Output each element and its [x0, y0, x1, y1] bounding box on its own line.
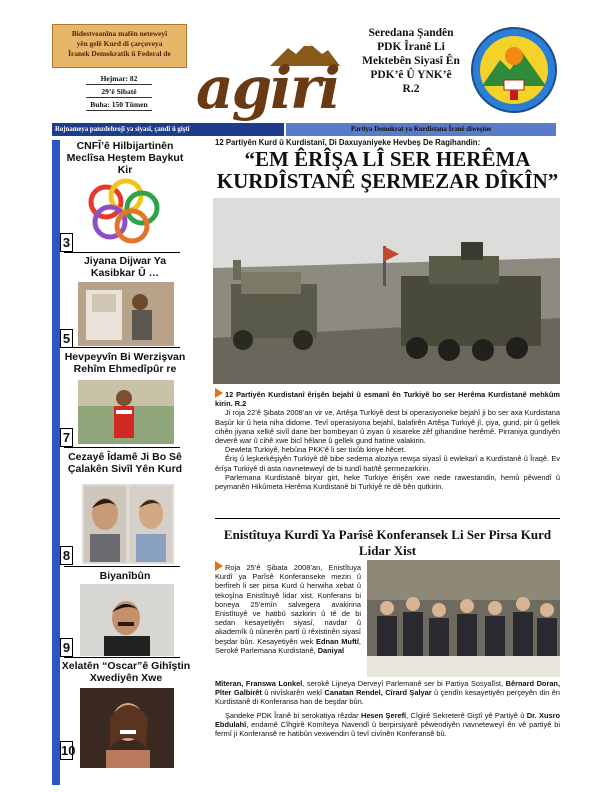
- article2-column: [215, 561, 361, 655]
- top-right-line: PDK Îranê Li: [377, 41, 445, 53]
- newspaper-logo: agiri: [196, 54, 339, 122]
- paragraph: Dewleta Turkiyê, hebûna PKK’ê li ser tixûb kiriye hêcet.: [225, 445, 406, 455]
- column-text: Roja 25’ê Şibata 2008’an, Enistîtuya Kurdî ya Parîsê Konferanseke mezin û berfireh li ser pirsa Kurd û herwiha xebat û tekoşîna Enistîtuyê lidar xist. Konferans bi boneya 25’emîn salvegera avakirina Enistîtuyê ve hatibû sazkirin û tê de bi sedan kesayetiyên siyasî, navdar û akademîk û nûnerên partî û rêxistinên siyasî beşdar bûn. Kesayetiyên wek: [215, 563, 361, 646]
- article-headline: [215, 148, 560, 192]
- column-text: , Serokê Parlemana Kurdistanê,: [215, 636, 361, 655]
- issue-info: [86, 74, 152, 113]
- slogan-line: yên gelê Kurd di çarçoveya: [76, 39, 163, 48]
- page-number-badge: 3: [60, 233, 73, 252]
- page-number-badge: 7: [60, 428, 73, 447]
- slogan-line: Îranek Demokratîk û Federal de: [68, 49, 171, 58]
- page-number-badge: 5: [60, 329, 73, 348]
- sidebar-divider: [64, 252, 180, 253]
- issue-date: 29’ê Sibatê: [86, 87, 152, 98]
- headline-line: Lidar Xist: [358, 543, 417, 558]
- military-vehicles-photo: [213, 198, 560, 384]
- article2-body: [215, 679, 560, 738]
- top-right-line: Seredana Şandên: [368, 27, 454, 39]
- actress-photo: [80, 688, 174, 768]
- tagline-band-right: Partiya Demokrat ya Kurdistana Îranê diweşîne: [286, 123, 556, 136]
- headline-line: “EM ÊRÎŞA LÎ SER HERÊMA: [244, 147, 531, 171]
- paragraph: Parlemana Kurdistanê biryar girt, heke Turkiye êrişên xwe nede rawestandin, hemû pêwendî û peymanên Hikûmeta Herêma Kurdistanê bi Turkiyê re dê bên qutkirin.: [215, 472, 560, 492]
- sidebar-item-title[interactable]: CNFÎ’ê Hilbijartinên Meclîsa Heştem Baykut Kir: [66, 140, 184, 176]
- triangle-bullet-icon: [215, 561, 223, 571]
- person-name: Dr. Xusro Ebdulahî: [215, 710, 560, 729]
- top-right-line: PDK’ê Û YNK’ê: [370, 69, 452, 81]
- issue-price: Buha: 150 Tûmen: [86, 100, 152, 111]
- body-text: , serokê Lijneya Derveyî Parlemanê ser bi Partiya Sosyalîst,: [302, 679, 504, 688]
- sidebar-divider: [64, 347, 180, 348]
- body-text: û nivîskarên wekî: [261, 688, 325, 698]
- triangle-bullet-icon: [215, 388, 223, 398]
- portraits-photo: [82, 484, 174, 564]
- sidebar-divider: [64, 657, 180, 658]
- tagline-band-left: Rojnameya panzdehrojî ya siyasî, çandî û giştî: [52, 123, 284, 136]
- top-right-line: R.2: [402, 83, 420, 95]
- body-text: û çendîn kesayetiyên perçeyên din ên Kurdistanê di Konferansa han de beşdar bûn.: [215, 688, 560, 707]
- sidebar-item-title[interactable]: Biyanîbûn: [99, 570, 151, 582]
- conference-photo: [367, 560, 560, 677]
- slogan-box: [52, 24, 187, 68]
- person-name: Hesen Şerefî: [360, 710, 407, 720]
- party-emblem-icon: [470, 26, 558, 116]
- headline-line: Enistîtuya Kurdî Ya Parîsê Konferansek Li Ser Pirsa Kurd: [223, 527, 552, 542]
- sidebar-divider: [64, 447, 180, 448]
- person-name: Ednan Muftî: [316, 636, 359, 646]
- sidebar-bar: [52, 140, 60, 785]
- body-text: , endamê Cîhgirê Komîteya Navendî û berpirsiyarê pêwendiyên navneteweyî ên vê partiyê bi fermî ji Konferansê re hatibûn vexwendin û tevî civînên Konferansê bû.: [215, 719, 560, 739]
- article-body: [215, 388, 560, 491]
- person-name: Bêrnard Doran, Pîter Galbirêt: [215, 679, 560, 698]
- person-name: Canatan Rendel, Cîrard Şalyar: [324, 688, 432, 698]
- sidebar-item-title[interactable]: Jiyana Dijwar Ya Kasibkar Û …: [83, 255, 167, 279]
- page-number-badge: 8: [60, 546, 73, 565]
- body-text: Şandeke PDK Îranê bi serokatiya rêzdar: [225, 710, 361, 720]
- article-kicker: 12 Partiyên Kurd û Kurdistanî, Di Daxuyaniyeke Hevbeş De Ragihandin:: [215, 138, 481, 147]
- headline-line: KURDÎSTANÊ ŞERMEZAR DÎKÎN”: [216, 169, 559, 193]
- sidebar-item-title[interactable]: Xelatên “Oscar”ê Gihîştin Xwediyên Xwe: [61, 660, 191, 684]
- slogan-line: Bidestveanîna mafên neteweyî: [71, 29, 168, 38]
- sidebar-item-title[interactable]: Hevpeyvîn Bi Werzişvan Rehîm Ehmedîpûr re: [64, 351, 186, 375]
- person-name: Daniyal: [317, 645, 345, 655]
- paragraph: Ji roja 22’ê Şibata 2008’an vir ve, Artêşa Turkiyê dest bi operasiyoneke bejahî ji bo ser axa Kurdistana Başûr kir û heta niha didome. Tevî operasiyona bejahî, balafirên Artêşa Turkiyê jî, çiya, gund, pir û gellek cihên jiyana xelkê sivîl dane ber bombeyan û ziyan û xisareke zêf gihandine herêmê. Pirraniya gundiyên deverê war û cihê xwe bicî hêlane û gellek gund hatine valakirin.: [215, 408, 560, 446]
- man-portrait: [80, 584, 174, 656]
- rings-logo-icon: [80, 178, 166, 246]
- issue-number: Hejmar: 82: [86, 74, 152, 85]
- body-text: , Cîgirê Sekreterê Giştî yê Partiyê û: [406, 710, 527, 720]
- sidebar-item-title[interactable]: Cezayê Îdamê Ji Bo Sê Çalakên Sivîl Yên Kurd: [67, 451, 183, 475]
- worker-photo: [78, 282, 174, 346]
- top-right-line: Mektebên Siyasî Ên: [362, 55, 460, 67]
- sidebar-divider: [64, 566, 180, 567]
- section-divider: [215, 518, 560, 519]
- page-number-badge: 10: [61, 743, 76, 758]
- top-right-headline: [352, 26, 470, 96]
- athlete-photo: [78, 380, 174, 444]
- article2-headline: [215, 527, 560, 559]
- page-number-badge: 9: [60, 638, 73, 657]
- paragraph: Êriş û leşkerkêşiyên Turkiyê dê bibe sedema aloziya rewşa siyasî û ewlekarî a Kurdistanê û Îraqê. Ev êrîşa Turkiyê di asta navneteweyî de bi tundî hat/tê şermezarkirin.: [215, 454, 560, 473]
- article-lead: 12 Partiyên Kurdistanî êrişên bejahî û esmanî ên Turkiyê bo ser Herêma Kurdistanê mehkûm kirin. R.2: [215, 390, 560, 409]
- person-name: Mîteran, Franswa Lonkel: [215, 679, 303, 688]
